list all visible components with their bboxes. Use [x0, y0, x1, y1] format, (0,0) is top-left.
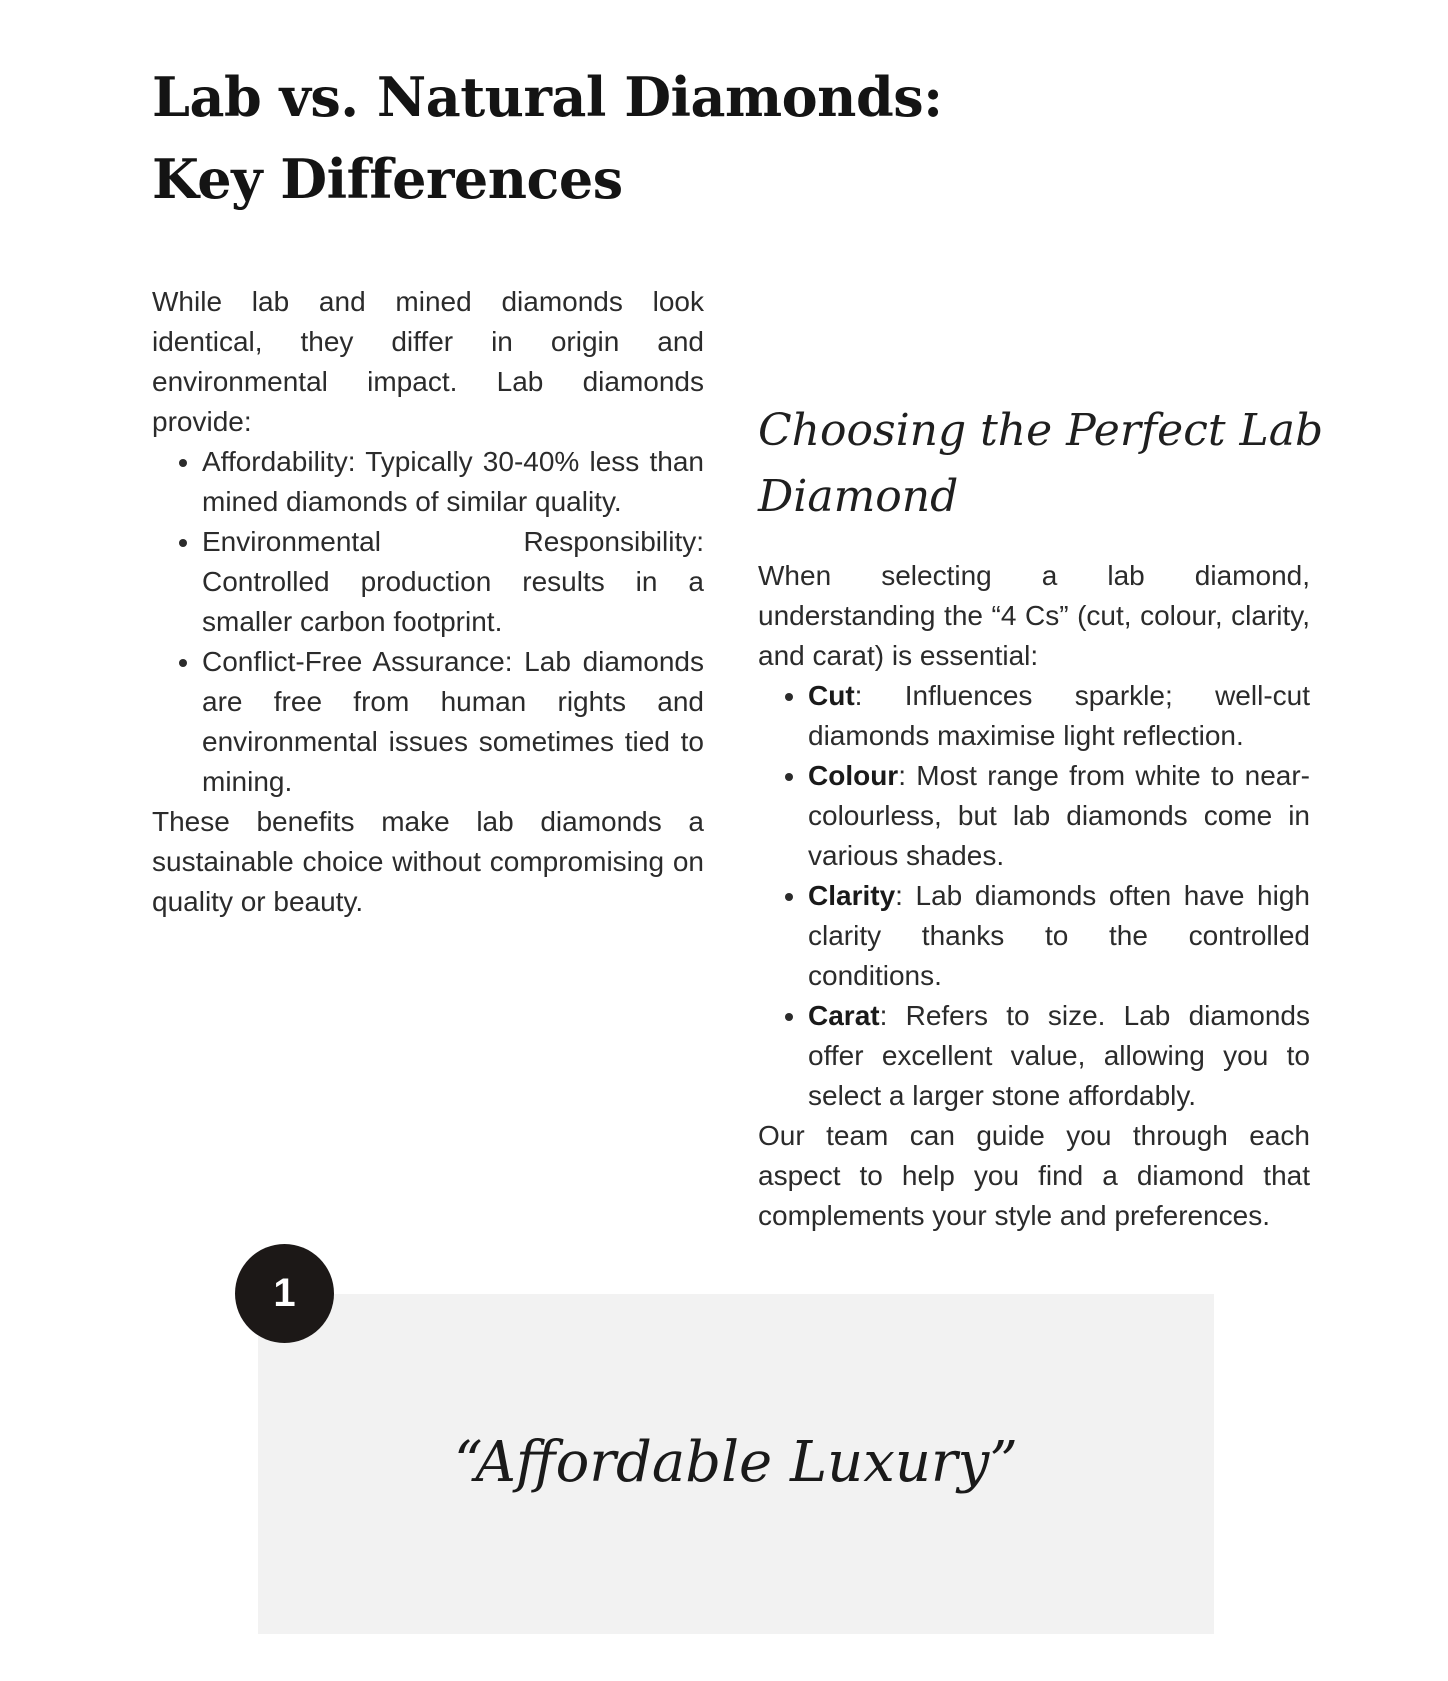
left-column	[152, 282, 704, 922]
left-outro: These benefits make lab diamonds a sustainable choice without compromising on quality or beauty.	[152, 806, 704, 917]
left-intro: While lab and mined diamonds look identical, they differ in origin and environmental impact. Lab diamonds provide:	[152, 286, 704, 437]
item-text: : Most range from white to near-colourless, but lab diamonds come in various shades.	[808, 760, 1310, 871]
term-carat: Carat	[808, 1000, 880, 1031]
list-item	[808, 876, 1310, 996]
quote-text: “Affordable Luxury”	[454, 1430, 1018, 1495]
right-outro: Our team can guide you through each aspect to help you find a diamond that complements your style and preferences.	[758, 1120, 1310, 1231]
list-item	[808, 676, 1310, 756]
benefits-list	[152, 442, 704, 802]
page-title: Lab vs. Natural Diamonds: Key Differences	[152, 65, 943, 211]
item-text: : Lab diamonds often have high clarity thanks to the controlled conditions.	[808, 880, 1310, 991]
step-number-badge: 1	[235, 1244, 334, 1343]
item-text: : Refers to size. Lab diamonds offer excellent value, allowing you to select a larger stone affordably.	[808, 1000, 1310, 1111]
quote-box	[258, 1294, 1214, 1634]
list-item: • Environmental Responsibility: Controlled production results in a smaller carbon footprint.	[202, 522, 704, 642]
term-cut: Cut	[808, 680, 855, 711]
list-item: • Affordability: Typically 30-40% less than mined diamonds of similar quality.	[202, 442, 704, 522]
item-text: : Influences sparkle; well-cut diamonds maximise light reflection.	[808, 680, 1310, 751]
term-colour: Colour	[808, 760, 899, 791]
list-item	[808, 996, 1310, 1116]
right-column	[758, 556, 1310, 1236]
list-item	[808, 756, 1310, 876]
list-item: • Conflict-Free Assurance: Lab diamonds are free from human rights and environmental issues sometimes tied to mining.	[202, 642, 704, 802]
four-cs-list	[758, 676, 1310, 1116]
right-intro: When selecting a lab diamond, understanding the “4 Cs” (cut, colour, clarity, and carat) is essential:	[758, 560, 1310, 671]
section-heading: Choosing the Perfect Lab Diamond	[758, 405, 1324, 522]
term-clarity: Clarity	[808, 880, 896, 911]
